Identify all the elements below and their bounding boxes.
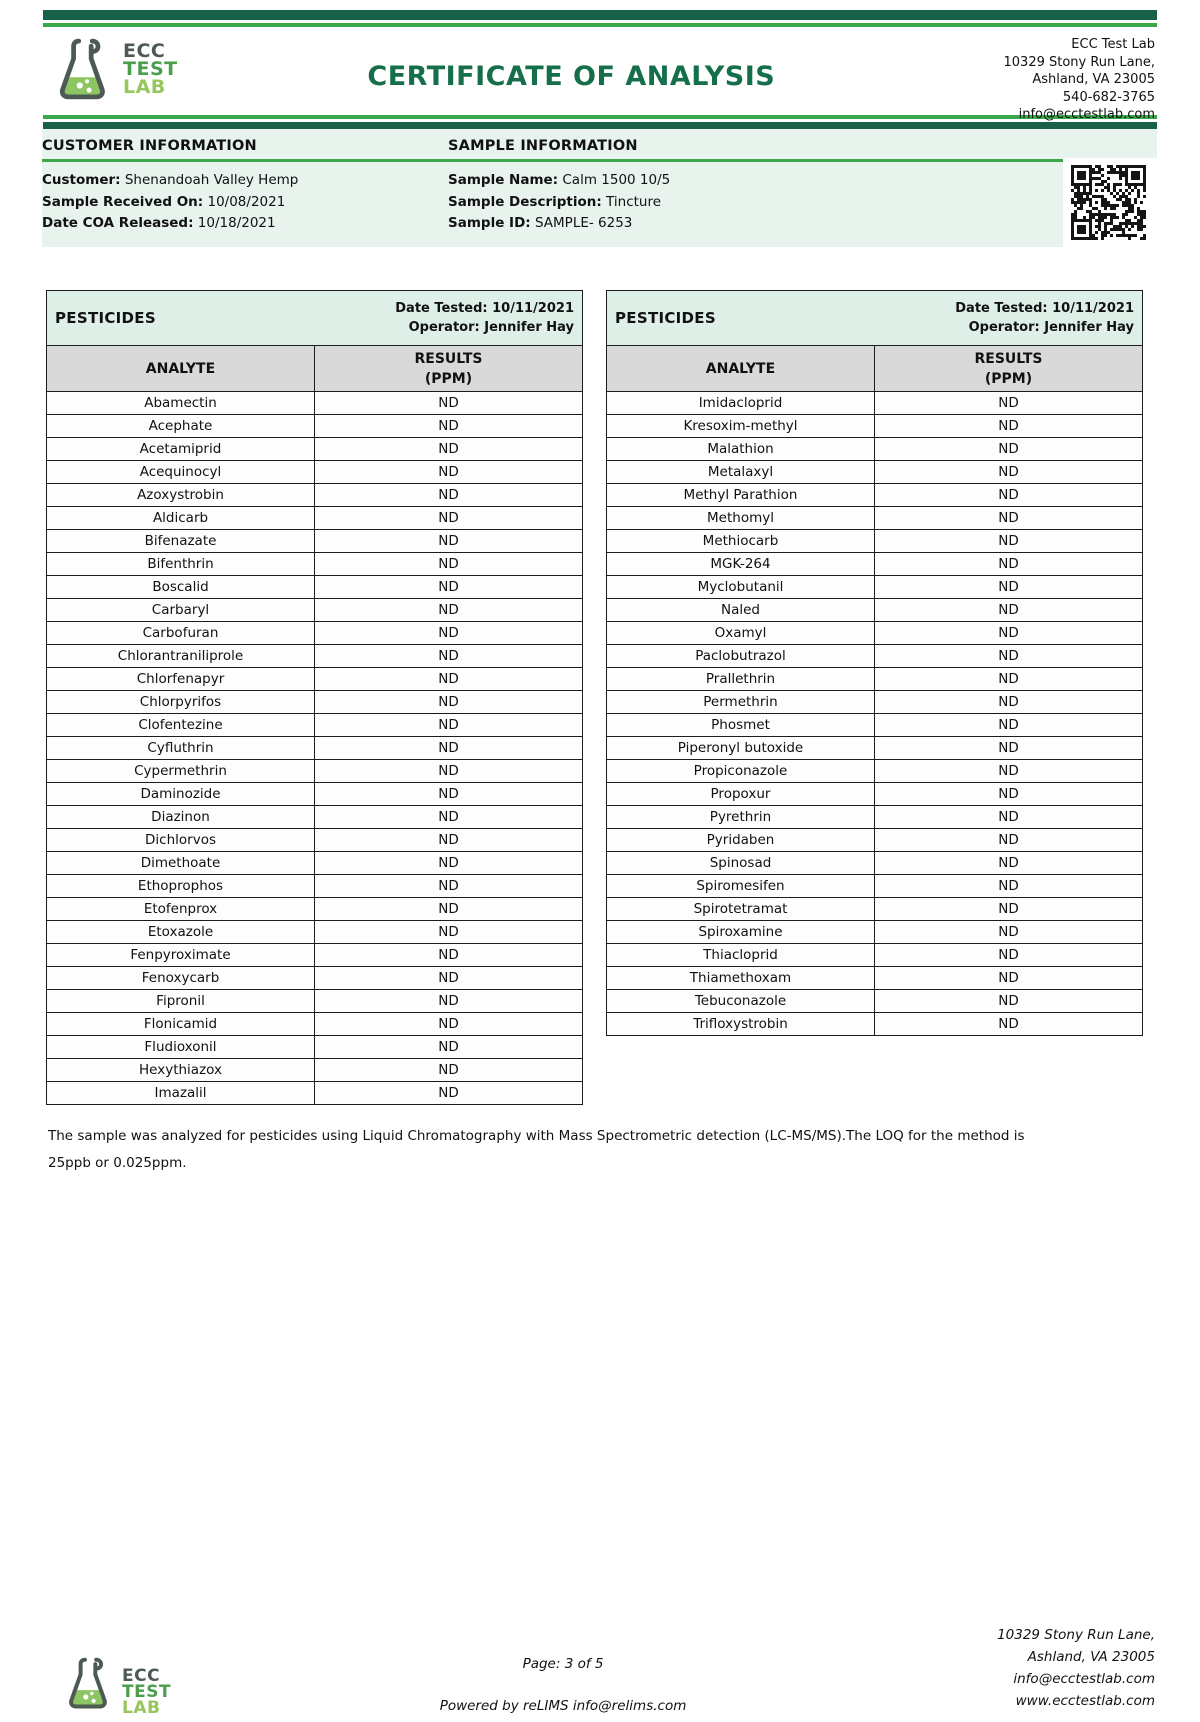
table-row xyxy=(47,622,583,645)
table-row xyxy=(47,783,583,806)
section-header-row xyxy=(607,291,1143,346)
result-cell: ND xyxy=(875,967,1143,990)
info-field xyxy=(448,192,1157,214)
analyte-cell: Dimethoate xyxy=(47,852,315,875)
result-cell: ND xyxy=(315,737,583,760)
result-cell: ND xyxy=(875,921,1143,944)
table-row xyxy=(607,829,1143,852)
text-line: 10329 Stony Run Lane, xyxy=(997,1627,1155,1643)
result-cell: ND xyxy=(315,1082,583,1105)
section-header-row xyxy=(47,291,583,346)
analyte-cell: Boscalid xyxy=(47,576,315,599)
table-row xyxy=(47,944,583,967)
header xyxy=(0,27,1200,122)
section-meta xyxy=(955,299,1134,337)
analyte-cell: Etoxazole xyxy=(47,921,315,944)
pesticides-table-right xyxy=(606,290,1143,1036)
info-field xyxy=(448,213,1157,235)
logo-text xyxy=(122,1654,171,1716)
analyte-cell: Fludioxonil xyxy=(47,1036,315,1059)
table-row xyxy=(607,737,1143,760)
table-row xyxy=(607,691,1143,714)
table-row xyxy=(47,921,583,944)
date-tested: Date Tested: 10/11/2021 xyxy=(955,301,1134,316)
text-line: Ashland, VA 23005 xyxy=(1032,72,1155,87)
sample-info-fields xyxy=(448,170,1157,235)
result-cell: ND xyxy=(315,576,583,599)
analyte-cell: Carbofuran xyxy=(47,622,315,645)
analyte-cell: Abamectin xyxy=(47,392,315,415)
analyte-cell: Propiconazole xyxy=(607,760,875,783)
result-cell: ND xyxy=(875,990,1143,1013)
analyte-cell: Metalaxyl xyxy=(607,461,875,484)
result-cell: ND xyxy=(875,852,1143,875)
table-row xyxy=(607,668,1143,691)
table-row xyxy=(47,645,583,668)
result-cell: ND xyxy=(875,392,1143,415)
result-cell: ND xyxy=(875,944,1143,967)
result-cell: ND xyxy=(315,622,583,645)
result-cell: ND xyxy=(875,576,1143,599)
info-field-value: Shenandoah Valley Hemp xyxy=(120,172,299,188)
logo-text-test: TEST xyxy=(123,58,178,80)
info-field-label: Sample ID: xyxy=(448,215,531,231)
analyte-cell: Permethrin xyxy=(607,691,875,714)
table-row xyxy=(47,530,583,553)
result-cell: ND xyxy=(315,898,583,921)
analyte-cell: Imazalil xyxy=(47,1082,315,1105)
analyte-cell: Bifenthrin xyxy=(47,553,315,576)
table-row xyxy=(47,484,583,507)
table-row xyxy=(47,1082,583,1105)
info-heading-underline xyxy=(42,159,1157,162)
result-cell: ND xyxy=(875,714,1143,737)
table-row xyxy=(607,852,1143,875)
logo-text-lab: LAB xyxy=(122,1698,161,1718)
customer-info-fields xyxy=(42,170,448,235)
result-cell: ND xyxy=(875,875,1143,898)
table-row xyxy=(47,760,583,783)
lab-contact-block xyxy=(965,36,1155,124)
analyte-cell: Acequinocyl xyxy=(47,461,315,484)
info-field-value: 10/18/2021 xyxy=(193,215,276,231)
result-cell: ND xyxy=(315,484,583,507)
logo-text-ecc: ECC xyxy=(123,40,166,62)
info-field-label: Sample Received On: xyxy=(42,193,204,210)
section-meta xyxy=(395,299,574,337)
logo-text-lab: LAB xyxy=(123,76,166,98)
result-cell: ND xyxy=(315,852,583,875)
method-footnote: The sample was analyzed for pesticides using Liquid Chromatography with Mass Spectrometric detection (LC-MS/MS).The LOQ for the method is 25ppb or 0.025ppm. xyxy=(48,1128,1025,1171)
analyte-cell: Chlorfenapyr xyxy=(47,668,315,691)
text-line: Ashland, VA 23005 xyxy=(1027,1649,1155,1665)
sample-info-heading: SAMPLE INFORMATION xyxy=(448,138,638,154)
table-row xyxy=(607,714,1143,737)
table-row xyxy=(47,392,583,415)
results-column-header: RESULTS (PPM) xyxy=(315,346,583,392)
text-line: www.ecctestlab.com xyxy=(1015,1693,1155,1709)
result-cell: ND xyxy=(315,783,583,806)
table-row xyxy=(47,599,583,622)
table-row xyxy=(607,875,1143,898)
result-cell: ND xyxy=(315,806,583,829)
analyte-cell: Bifenazate xyxy=(47,530,315,553)
info-field-label: Sample Name: xyxy=(448,172,559,188)
result-cell: ND xyxy=(315,392,583,415)
analyte-column-header: ANALYTE xyxy=(607,346,875,392)
analyte-cell: Prallethrin xyxy=(607,668,875,691)
result-cell: ND xyxy=(315,829,583,852)
footer-address xyxy=(955,1624,1155,1716)
table-row xyxy=(607,990,1143,1013)
table-row xyxy=(47,461,583,484)
analyte-cell: Malathion xyxy=(607,438,875,461)
analyte-column-header: ANALYTE xyxy=(47,346,315,392)
analyte-cell: Pyridaben xyxy=(607,829,875,852)
table-row xyxy=(47,737,583,760)
table-row xyxy=(607,783,1143,806)
analyte-cell: Acephate xyxy=(47,415,315,438)
table-row xyxy=(47,553,583,576)
table-row xyxy=(47,1013,583,1036)
analyte-cell: Carbaryl xyxy=(47,599,315,622)
table-row xyxy=(607,530,1143,553)
info-field-value: SAMPLE- 6253 xyxy=(530,215,633,231)
table-row xyxy=(47,1059,583,1082)
footer-logo xyxy=(65,1654,171,1716)
table-row xyxy=(607,760,1143,783)
result-cell: ND xyxy=(315,668,583,691)
analyte-cell: Daminozide xyxy=(47,783,315,806)
result-cell: ND xyxy=(315,921,583,944)
info-field xyxy=(42,213,448,235)
logo-text xyxy=(123,35,178,96)
analyte-cell: Thiacloprid xyxy=(607,944,875,967)
analyte-cell: Acetamiprid xyxy=(47,438,315,461)
analyte-cell: Trifloxystrobin xyxy=(607,1013,875,1036)
table-row xyxy=(607,944,1143,967)
analyte-cell: Pyrethrin xyxy=(607,806,875,829)
analyte-cell: Spirotetramat xyxy=(607,898,875,921)
analyte-cell: Spiroxamine xyxy=(607,921,875,944)
result-cell: ND xyxy=(875,645,1143,668)
operator: Operator: Jennifer Hay xyxy=(968,320,1134,335)
analyte-cell: Phosmet xyxy=(607,714,875,737)
result-cell: ND xyxy=(875,691,1143,714)
customer-info-heading: CUSTOMER INFORMATION xyxy=(42,138,257,154)
table-row xyxy=(607,599,1143,622)
table-row xyxy=(607,806,1143,829)
table-row xyxy=(607,576,1143,599)
table-row xyxy=(47,898,583,921)
analyte-cell: Piperonyl butoxide xyxy=(607,737,875,760)
pesticides-table-left xyxy=(46,290,583,1105)
result-cell: ND xyxy=(315,530,583,553)
table-row xyxy=(607,553,1143,576)
section-title: PESTICIDES xyxy=(615,309,716,327)
table-row xyxy=(47,829,583,852)
analyte-cell: Spiromesifen xyxy=(607,875,875,898)
table-row xyxy=(47,806,583,829)
result-cell: ND xyxy=(875,484,1143,507)
analyte-cell: Ethoprophos xyxy=(47,875,315,898)
powered-by: Powered by reLIMS info@relims.com xyxy=(439,1698,687,1714)
info-field-label: Customer: xyxy=(42,172,121,188)
analyte-cell: Flonicamid xyxy=(47,1013,315,1036)
info-fields-row xyxy=(42,170,1157,235)
result-cell: ND xyxy=(315,714,583,737)
table-row xyxy=(47,852,583,875)
column-header-row xyxy=(607,346,1143,392)
table-row xyxy=(47,415,583,438)
table-row xyxy=(47,507,583,530)
result-cell: ND xyxy=(315,875,583,898)
result-cell: ND xyxy=(875,507,1143,530)
analyte-cell: Diazinon xyxy=(47,806,315,829)
result-cell: ND xyxy=(875,783,1143,806)
page-number: Page: 3 of 5 xyxy=(522,1656,604,1672)
text-line: 10329 Stony Run Lane, xyxy=(1003,54,1155,70)
pesticide-tables xyxy=(0,290,1200,1105)
analyte-cell: Aldicarb xyxy=(47,507,315,530)
analyte-cell: Propoxur xyxy=(607,783,875,806)
info-field xyxy=(42,170,448,192)
analyte-cell: Methomyl xyxy=(607,507,875,530)
table-row xyxy=(47,990,583,1013)
analyte-cell: Cypermethrin xyxy=(47,760,315,783)
result-cell: ND xyxy=(315,990,583,1013)
info-field xyxy=(448,170,1157,192)
analyte-cell: Hexythiazox xyxy=(47,1059,315,1082)
table-row xyxy=(47,967,583,990)
analyte-cell: Clofentezine xyxy=(47,714,315,737)
analyte-cell: Methiocarb xyxy=(607,530,875,553)
logo-text-ecc: ECC xyxy=(122,1666,161,1686)
table-row xyxy=(47,691,583,714)
result-cell: ND xyxy=(315,645,583,668)
result-cell: ND xyxy=(315,967,583,990)
analyte-cell: Tebuconazole xyxy=(607,990,875,1013)
ecc-lab-logo xyxy=(55,35,178,105)
result-cell: ND xyxy=(315,553,583,576)
result-cell: ND xyxy=(315,438,583,461)
table-row xyxy=(607,967,1143,990)
analyte-cell: Kresoxim-methyl xyxy=(607,415,875,438)
result-cell: ND xyxy=(875,530,1143,553)
logo-text-test: TEST xyxy=(122,1682,172,1702)
table-body xyxy=(47,392,583,1105)
results-column-header: RESULTS (PPM) xyxy=(875,346,1143,392)
table-row xyxy=(47,1036,583,1059)
analyte-cell: Imidacloprid xyxy=(607,392,875,415)
result-cell: ND xyxy=(875,415,1143,438)
analyte-cell: Paclobutrazol xyxy=(607,645,875,668)
result-cell: ND xyxy=(875,737,1143,760)
table-row xyxy=(607,484,1143,507)
table-row xyxy=(47,438,583,461)
text-line: info@ecctestlab.com xyxy=(1018,107,1155,122)
info-field-value: 10/08/2021 xyxy=(203,193,286,210)
analyte-cell: Fenoxycarb xyxy=(47,967,315,990)
result-cell: ND xyxy=(315,1013,583,1036)
qr-patch xyxy=(1063,158,1157,247)
result-cell: ND xyxy=(315,507,583,530)
analyte-cell: Fenpyroximate xyxy=(47,944,315,967)
footer-center xyxy=(171,1656,955,1716)
table-row xyxy=(607,898,1143,921)
page-footer xyxy=(0,1624,1200,1716)
analyte-cell: Azoxystrobin xyxy=(47,484,315,507)
flask-icon xyxy=(55,35,117,105)
text-line: ECC Test Lab xyxy=(1071,37,1155,52)
info-field-value: Calm 1500 10/5 xyxy=(558,172,671,188)
section-title: PESTICIDES xyxy=(55,309,156,327)
table-row xyxy=(47,714,583,737)
result-cell: ND xyxy=(315,1059,583,1082)
operator: Operator: Jennifer Hay xyxy=(408,320,574,335)
analyte-cell: Myclobutanil xyxy=(607,576,875,599)
analyte-cell: Chlorpyrifos xyxy=(47,691,315,714)
table-row xyxy=(607,415,1143,438)
info-headings-row xyxy=(42,138,1157,154)
table-row xyxy=(607,1013,1143,1036)
qr-code xyxy=(1071,165,1146,240)
result-cell: ND xyxy=(315,599,583,622)
date-tested: Date Tested: 10/11/2021 xyxy=(395,301,574,316)
table-row xyxy=(47,875,583,898)
table-row xyxy=(607,622,1143,645)
result-cell: ND xyxy=(315,760,583,783)
analyte-cell: Oxamyl xyxy=(607,622,875,645)
table-row xyxy=(47,576,583,599)
analyte-cell: Chlorantraniliprole xyxy=(47,645,315,668)
page-title: CERTIFICATE OF ANALYSIS xyxy=(367,61,776,92)
result-cell: ND xyxy=(315,1036,583,1059)
info-field-value: Tincture xyxy=(601,193,662,210)
result-cell: ND xyxy=(875,1013,1143,1036)
result-cell: ND xyxy=(875,760,1143,783)
result-cell: ND xyxy=(315,461,583,484)
analyte-cell: Dichlorvos xyxy=(47,829,315,852)
analyte-cell: Fipronil xyxy=(47,990,315,1013)
info-field-label: Date COA Released: xyxy=(42,215,194,231)
result-cell: ND xyxy=(315,415,583,438)
result-cell: ND xyxy=(875,622,1143,645)
top-divider-dark xyxy=(43,10,1157,20)
analyte-cell: Etofenprox xyxy=(47,898,315,921)
text-line: info@ecctestlab.com xyxy=(1013,1671,1155,1687)
result-cell: ND xyxy=(875,599,1143,622)
info-field-label: Sample Description: xyxy=(448,193,602,210)
analyte-cell: Spinosad xyxy=(607,852,875,875)
result-cell: ND xyxy=(875,461,1143,484)
analyte-cell: Thiamethoxam xyxy=(607,967,875,990)
table-row xyxy=(47,668,583,691)
result-cell: ND xyxy=(875,829,1143,852)
result-cell: ND xyxy=(315,944,583,967)
table-row xyxy=(607,392,1143,415)
table-row xyxy=(607,438,1143,461)
result-cell: ND xyxy=(875,553,1143,576)
result-cell: ND xyxy=(875,668,1143,691)
result-cell: ND xyxy=(875,806,1143,829)
table-row xyxy=(607,645,1143,668)
result-cell: ND xyxy=(875,898,1143,921)
analyte-cell: Cyfluthrin xyxy=(47,737,315,760)
table-row xyxy=(607,921,1143,944)
flask-icon xyxy=(65,1654,117,1714)
result-cell: ND xyxy=(315,691,583,714)
analyte-cell: MGK-264 xyxy=(607,553,875,576)
info-band xyxy=(42,129,1157,247)
table-row xyxy=(607,507,1143,530)
analyte-cell: Methyl Parathion xyxy=(607,484,875,507)
table-row xyxy=(607,461,1143,484)
text-line: 540-682-3765 xyxy=(1062,89,1155,105)
result-cell: ND xyxy=(875,438,1143,461)
analyte-cell: Naled xyxy=(607,599,875,622)
table-body xyxy=(607,392,1143,1036)
info-field xyxy=(42,192,448,214)
column-header-row xyxy=(47,346,583,392)
